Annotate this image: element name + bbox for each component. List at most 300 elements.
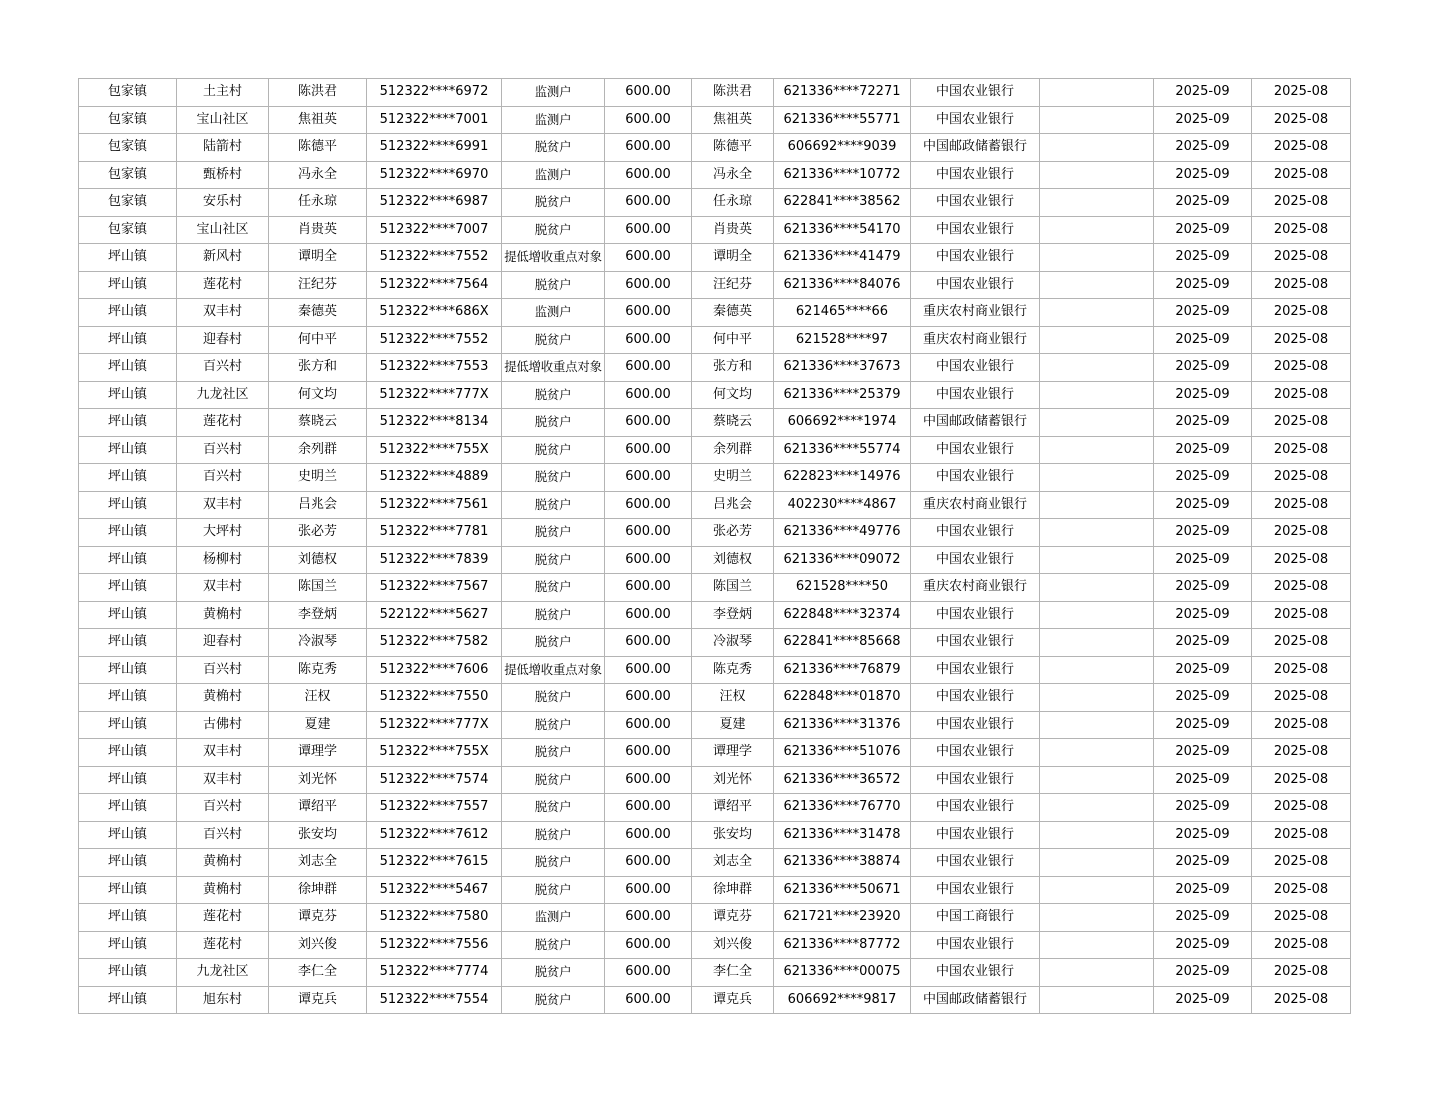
id-number-cell: 512322****6987 <box>367 189 502 217</box>
period-month-cell: 2025-08 <box>1252 491 1351 519</box>
remark-cell <box>1040 904 1154 932</box>
name-cell: 谭理学 <box>269 739 367 767</box>
village-cell: 新风村 <box>177 244 269 272</box>
household-type-cell: 监测户 <box>502 79 605 107</box>
bank-name-cell: 中国农业银行 <box>911 161 1040 189</box>
account-number-cell: 621336****38874 <box>774 849 911 877</box>
town-cell: 坪山镇 <box>79 794 177 822</box>
period-month-cell: 2025-08 <box>1252 519 1351 547</box>
village-cell: 莲花村 <box>177 409 269 437</box>
bank-name-cell: 中国农业银行 <box>911 271 1040 299</box>
account-number-cell: 621336****84076 <box>774 271 911 299</box>
remark-cell <box>1040 161 1154 189</box>
payee-name-cell: 冯永全 <box>692 161 774 189</box>
household-type-cell: 脱贫户 <box>502 739 605 767</box>
amount-cell: 600.00 <box>605 876 692 904</box>
remark-cell <box>1040 794 1154 822</box>
remark-cell <box>1040 546 1154 574</box>
amount-cell: 600.00 <box>605 849 692 877</box>
bank-name-cell: 重庆农村商业银行 <box>911 491 1040 519</box>
account-number-cell: 621336****76879 <box>774 656 911 684</box>
id-number-cell: 512322****7606 <box>367 656 502 684</box>
period-month-cell: 2025-08 <box>1252 546 1351 574</box>
table-row <box>79 931 1351 959</box>
bank-name-cell: 中国农业银行 <box>911 629 1040 657</box>
table-row <box>79 794 1351 822</box>
bank-name-cell: 中国农业银行 <box>911 711 1040 739</box>
amount-cell: 600.00 <box>605 409 692 437</box>
name-cell: 何中平 <box>269 326 367 354</box>
name-cell: 刘志全 <box>269 849 367 877</box>
village-cell: 百兴村 <box>177 436 269 464</box>
table-row <box>79 601 1351 629</box>
account-number-cell: 606692****9817 <box>774 986 911 1014</box>
remark-cell <box>1040 684 1154 712</box>
remark-cell <box>1040 134 1154 162</box>
table-row <box>79 271 1351 299</box>
period-month-cell: 2025-08 <box>1252 904 1351 932</box>
bank-name-cell: 中国农业银行 <box>911 546 1040 574</box>
id-number-cell: 512322****6972 <box>367 79 502 107</box>
remark-cell <box>1040 381 1154 409</box>
period-month-cell: 2025-08 <box>1252 739 1351 767</box>
table-row <box>79 79 1351 107</box>
amount-cell: 600.00 <box>605 436 692 464</box>
household-type-cell: 脱贫户 <box>502 876 605 904</box>
village-cell: 莲花村 <box>177 271 269 299</box>
id-number-cell: 512322****777X <box>367 381 502 409</box>
village-cell: 百兴村 <box>177 464 269 492</box>
table-row <box>79 161 1351 189</box>
town-cell: 包家镇 <box>79 106 177 134</box>
remark-cell <box>1040 436 1154 464</box>
table-row <box>79 904 1351 932</box>
table-row <box>79 381 1351 409</box>
town-cell: 包家镇 <box>79 134 177 162</box>
table-row <box>79 821 1351 849</box>
id-number-cell: 512322****7567 <box>367 574 502 602</box>
town-cell: 坪山镇 <box>79 464 177 492</box>
period-month-cell: 2025-08 <box>1252 161 1351 189</box>
amount-cell: 600.00 <box>605 931 692 959</box>
village-cell: 九龙社区 <box>177 959 269 987</box>
village-cell: 大坪村 <box>177 519 269 547</box>
household-type-cell: 脱贫户 <box>502 134 605 162</box>
village-cell: 宝山社区 <box>177 216 269 244</box>
name-cell: 冷淑琴 <box>269 629 367 657</box>
payee-name-cell: 陈国兰 <box>692 574 774 602</box>
id-number-cell: 512322****7615 <box>367 849 502 877</box>
remark-cell <box>1040 849 1154 877</box>
table-row <box>79 436 1351 464</box>
id-number-cell: 512322****7553 <box>367 354 502 382</box>
village-cell: 双丰村 <box>177 299 269 327</box>
bank-name-cell: 中国农业银行 <box>911 821 1040 849</box>
bank-name-cell: 中国农业银行 <box>911 794 1040 822</box>
household-type-cell: 脱贫户 <box>502 409 605 437</box>
amount-cell: 600.00 <box>605 821 692 849</box>
payee-name-cell: 焦祖英 <box>692 106 774 134</box>
name-cell: 何文均 <box>269 381 367 409</box>
town-cell: 坪山镇 <box>79 519 177 547</box>
household-type-cell: 脱贫户 <box>502 931 605 959</box>
household-type-cell: 脱贫户 <box>502 574 605 602</box>
id-number-cell: 512322****6991 <box>367 134 502 162</box>
amount-cell: 600.00 <box>605 134 692 162</box>
town-cell: 坪山镇 <box>79 986 177 1014</box>
account-number-cell: 621336****54170 <box>774 216 911 244</box>
period-month-cell: 2025-08 <box>1252 299 1351 327</box>
bank-name-cell: 中国农业银行 <box>911 739 1040 767</box>
remark-cell <box>1040 491 1154 519</box>
village-cell: 百兴村 <box>177 354 269 382</box>
payee-name-cell: 陈德平 <box>692 134 774 162</box>
remark-cell <box>1040 354 1154 382</box>
name-cell: 张安均 <box>269 821 367 849</box>
village-cell: 百兴村 <box>177 656 269 684</box>
account-number-cell: 621336****55771 <box>774 106 911 134</box>
household-type-cell: 监测户 <box>502 299 605 327</box>
id-number-cell: 512322****7007 <box>367 216 502 244</box>
account-number-cell: 621336****37673 <box>774 354 911 382</box>
amount-cell: 600.00 <box>605 299 692 327</box>
household-type-cell: 脱贫户 <box>502 491 605 519</box>
account-number-cell: 622848****32374 <box>774 601 911 629</box>
issue-month-cell: 2025-09 <box>1154 876 1252 904</box>
household-type-cell: 监测户 <box>502 161 605 189</box>
amount-cell: 600.00 <box>605 986 692 1014</box>
village-cell: 黄桷村 <box>177 849 269 877</box>
issue-month-cell: 2025-09 <box>1154 299 1252 327</box>
payee-name-cell: 任永琼 <box>692 189 774 217</box>
amount-cell: 600.00 <box>605 959 692 987</box>
issue-month-cell: 2025-09 <box>1154 79 1252 107</box>
remark-cell <box>1040 299 1154 327</box>
id-number-cell: 512322****7612 <box>367 821 502 849</box>
amount-cell: 600.00 <box>605 244 692 272</box>
id-number-cell: 512322****7781 <box>367 519 502 547</box>
issue-month-cell: 2025-09 <box>1154 656 1252 684</box>
bank-name-cell: 中国农业银行 <box>911 766 1040 794</box>
table-row <box>79 876 1351 904</box>
payee-name-cell: 张安均 <box>692 821 774 849</box>
issue-month-cell: 2025-09 <box>1154 794 1252 822</box>
town-cell: 坪山镇 <box>79 931 177 959</box>
account-number-cell: 621721****23920 <box>774 904 911 932</box>
period-month-cell: 2025-08 <box>1252 436 1351 464</box>
id-number-cell: 512322****6970 <box>367 161 502 189</box>
payee-name-cell: 谭克芬 <box>692 904 774 932</box>
issue-month-cell: 2025-09 <box>1154 986 1252 1014</box>
name-cell: 焦祖英 <box>269 106 367 134</box>
bank-name-cell: 中国邮政储蓄银行 <box>911 986 1040 1014</box>
household-type-cell: 脱贫户 <box>502 986 605 1014</box>
name-cell: 刘德权 <box>269 546 367 574</box>
id-number-cell: 522122****5627 <box>367 601 502 629</box>
bank-name-cell: 重庆农村商业银行 <box>911 299 1040 327</box>
name-cell: 夏建 <box>269 711 367 739</box>
account-number-cell: 622841****85668 <box>774 629 911 657</box>
town-cell: 坪山镇 <box>79 546 177 574</box>
town-cell: 坪山镇 <box>79 739 177 767</box>
remark-cell <box>1040 244 1154 272</box>
amount-cell: 600.00 <box>605 79 692 107</box>
town-cell: 坪山镇 <box>79 574 177 602</box>
remark-cell <box>1040 574 1154 602</box>
amount-cell: 600.00 <box>605 656 692 684</box>
remark-cell <box>1040 409 1154 437</box>
town-cell: 坪山镇 <box>79 849 177 877</box>
bank-name-cell: 中国农业银行 <box>911 684 1040 712</box>
bank-name-cell: 中国农业银行 <box>911 931 1040 959</box>
id-number-cell: 512322****7001 <box>367 106 502 134</box>
name-cell: 任永琼 <box>269 189 367 217</box>
account-number-cell: 621336****50671 <box>774 876 911 904</box>
name-cell: 秦德英 <box>269 299 367 327</box>
period-month-cell: 2025-08 <box>1252 931 1351 959</box>
period-month-cell: 2025-08 <box>1252 794 1351 822</box>
table-row <box>79 656 1351 684</box>
table-row <box>79 959 1351 987</box>
bank-name-cell: 中国农业银行 <box>911 519 1040 547</box>
payee-name-cell: 史明兰 <box>692 464 774 492</box>
amount-cell: 600.00 <box>605 189 692 217</box>
town-cell: 坪山镇 <box>79 656 177 684</box>
household-type-cell: 脱贫户 <box>502 519 605 547</box>
issue-month-cell: 2025-09 <box>1154 326 1252 354</box>
issue-month-cell: 2025-09 <box>1154 106 1252 134</box>
issue-month-cell: 2025-09 <box>1154 546 1252 574</box>
period-month-cell: 2025-08 <box>1252 79 1351 107</box>
period-month-cell: 2025-08 <box>1252 409 1351 437</box>
payee-name-cell: 冷淑琴 <box>692 629 774 657</box>
table-row <box>79 464 1351 492</box>
village-cell: 九龙社区 <box>177 381 269 409</box>
town-cell: 包家镇 <box>79 79 177 107</box>
account-number-cell: 621336****55774 <box>774 436 911 464</box>
name-cell: 谭绍平 <box>269 794 367 822</box>
amount-cell: 600.00 <box>605 574 692 602</box>
issue-month-cell: 2025-09 <box>1154 684 1252 712</box>
name-cell: 陈洪君 <box>269 79 367 107</box>
village-cell: 百兴村 <box>177 821 269 849</box>
table-body <box>79 79 1351 1014</box>
bank-name-cell: 重庆农村商业银行 <box>911 326 1040 354</box>
household-type-cell: 脱贫户 <box>502 711 605 739</box>
account-number-cell: 622841****38562 <box>774 189 911 217</box>
id-number-cell: 512322****7561 <box>367 491 502 519</box>
village-cell: 土主村 <box>177 79 269 107</box>
issue-month-cell: 2025-09 <box>1154 849 1252 877</box>
village-cell: 莲花村 <box>177 904 269 932</box>
town-cell: 坪山镇 <box>79 684 177 712</box>
bank-name-cell: 中国工商银行 <box>911 904 1040 932</box>
issue-month-cell: 2025-09 <box>1154 436 1252 464</box>
account-number-cell: 606692****1974 <box>774 409 911 437</box>
amount-cell: 600.00 <box>605 106 692 134</box>
account-number-cell: 621528****97 <box>774 326 911 354</box>
payee-name-cell: 何中平 <box>692 326 774 354</box>
household-type-cell: 脱贫户 <box>502 216 605 244</box>
household-type-cell: 提低增收重点对象 <box>502 244 605 272</box>
amount-cell: 600.00 <box>605 381 692 409</box>
table-row <box>79 766 1351 794</box>
table-row <box>79 491 1351 519</box>
account-number-cell: 621336****36572 <box>774 766 911 794</box>
town-cell: 坪山镇 <box>79 821 177 849</box>
issue-month-cell: 2025-09 <box>1154 409 1252 437</box>
period-month-cell: 2025-08 <box>1252 326 1351 354</box>
bank-name-cell: 中国农业银行 <box>911 959 1040 987</box>
town-cell: 坪山镇 <box>79 766 177 794</box>
remark-cell <box>1040 711 1154 739</box>
period-month-cell: 2025-08 <box>1252 656 1351 684</box>
period-month-cell: 2025-08 <box>1252 216 1351 244</box>
bank-name-cell: 中国农业银行 <box>911 656 1040 684</box>
amount-cell: 600.00 <box>605 739 692 767</box>
payee-name-cell: 谭理学 <box>692 739 774 767</box>
village-cell: 迎春村 <box>177 326 269 354</box>
name-cell: 汪权 <box>269 684 367 712</box>
village-cell: 双丰村 <box>177 491 269 519</box>
account-number-cell: 621336****31376 <box>774 711 911 739</box>
payee-name-cell: 刘志全 <box>692 849 774 877</box>
id-number-cell: 512322****8134 <box>367 409 502 437</box>
village-cell: 宝山社区 <box>177 106 269 134</box>
remark-cell <box>1040 216 1154 244</box>
period-month-cell: 2025-08 <box>1252 986 1351 1014</box>
payee-name-cell: 何文均 <box>692 381 774 409</box>
name-cell: 李登炳 <box>269 601 367 629</box>
remark-cell <box>1040 876 1154 904</box>
bank-name-cell: 中国邮政储蓄银行 <box>911 134 1040 162</box>
payee-name-cell: 谭绍平 <box>692 794 774 822</box>
issue-month-cell: 2025-09 <box>1154 904 1252 932</box>
payee-name-cell: 李仁全 <box>692 959 774 987</box>
issue-month-cell: 2025-09 <box>1154 519 1252 547</box>
payee-name-cell: 刘兴俊 <box>692 931 774 959</box>
issue-month-cell: 2025-09 <box>1154 821 1252 849</box>
payee-name-cell: 吕兆会 <box>692 491 774 519</box>
amount-cell: 600.00 <box>605 326 692 354</box>
issue-month-cell: 2025-09 <box>1154 216 1252 244</box>
household-type-cell: 脱贫户 <box>502 821 605 849</box>
bank-name-cell: 中国农业银行 <box>911 244 1040 272</box>
id-number-cell: 512322****755X <box>367 739 502 767</box>
period-month-cell: 2025-08 <box>1252 601 1351 629</box>
period-month-cell: 2025-08 <box>1252 684 1351 712</box>
remark-cell <box>1040 464 1154 492</box>
name-cell: 汪纪芬 <box>269 271 367 299</box>
period-month-cell: 2025-08 <box>1252 271 1351 299</box>
bank-name-cell: 中国邮政储蓄银行 <box>911 409 1040 437</box>
data-table <box>78 78 1351 1014</box>
amount-cell: 600.00 <box>605 766 692 794</box>
period-month-cell: 2025-08 <box>1252 766 1351 794</box>
remark-cell <box>1040 739 1154 767</box>
bank-name-cell: 重庆农村商业银行 <box>911 574 1040 602</box>
table-row <box>79 574 1351 602</box>
name-cell: 徐坤群 <box>269 876 367 904</box>
village-cell: 莲花村 <box>177 931 269 959</box>
village-cell: 百兴村 <box>177 794 269 822</box>
household-type-cell: 监测户 <box>502 106 605 134</box>
payee-name-cell: 陈洪君 <box>692 79 774 107</box>
remark-cell <box>1040 271 1154 299</box>
id-number-cell: 512322****7552 <box>367 244 502 272</box>
remark-cell <box>1040 106 1154 134</box>
issue-month-cell: 2025-09 <box>1154 711 1252 739</box>
account-number-cell: 621336****51076 <box>774 739 911 767</box>
period-month-cell: 2025-08 <box>1252 106 1351 134</box>
issue-month-cell: 2025-09 <box>1154 629 1252 657</box>
account-number-cell: 621336****41479 <box>774 244 911 272</box>
town-cell: 坪山镇 <box>79 354 177 382</box>
table-row <box>79 739 1351 767</box>
bank-name-cell: 中国农业银行 <box>911 216 1040 244</box>
amount-cell: 600.00 <box>605 711 692 739</box>
account-number-cell: 621336****72271 <box>774 79 911 107</box>
name-cell: 肖贵英 <box>269 216 367 244</box>
id-number-cell: 512322****7564 <box>367 271 502 299</box>
period-month-cell: 2025-08 <box>1252 354 1351 382</box>
name-cell: 陈德平 <box>269 134 367 162</box>
account-number-cell: 402230****4867 <box>774 491 911 519</box>
remark-cell <box>1040 629 1154 657</box>
account-number-cell: 606692****9039 <box>774 134 911 162</box>
household-type-cell: 脱贫户 <box>502 464 605 492</box>
town-cell: 包家镇 <box>79 161 177 189</box>
period-month-cell: 2025-08 <box>1252 849 1351 877</box>
account-number-cell: 621336****09072 <box>774 546 911 574</box>
table-row <box>79 519 1351 547</box>
remark-cell <box>1040 821 1154 849</box>
remark-cell <box>1040 601 1154 629</box>
issue-month-cell: 2025-09 <box>1154 354 1252 382</box>
payee-name-cell: 肖贵英 <box>692 216 774 244</box>
bank-name-cell: 中国农业银行 <box>911 354 1040 382</box>
village-cell: 陆箭村 <box>177 134 269 162</box>
name-cell: 谭克芬 <box>269 904 367 932</box>
bank-name-cell: 中国农业银行 <box>911 436 1040 464</box>
account-number-cell: 622848****01870 <box>774 684 911 712</box>
id-number-cell: 512322****686X <box>367 299 502 327</box>
payee-name-cell: 汪权 <box>692 684 774 712</box>
amount-cell: 600.00 <box>605 271 692 299</box>
issue-month-cell: 2025-09 <box>1154 244 1252 272</box>
amount-cell: 600.00 <box>605 161 692 189</box>
name-cell: 陈克秀 <box>269 656 367 684</box>
issue-month-cell: 2025-09 <box>1154 574 1252 602</box>
table-row <box>79 244 1351 272</box>
account-number-cell: 621336****10772 <box>774 161 911 189</box>
village-cell: 古佛村 <box>177 711 269 739</box>
payee-name-cell: 徐坤群 <box>692 876 774 904</box>
id-number-cell: 512322****7582 <box>367 629 502 657</box>
table-row <box>79 216 1351 244</box>
payee-name-cell: 汪纪芬 <box>692 271 774 299</box>
period-month-cell: 2025-08 <box>1252 189 1351 217</box>
table-row <box>79 629 1351 657</box>
village-cell: 安乐村 <box>177 189 269 217</box>
name-cell: 吕兆会 <box>269 491 367 519</box>
account-number-cell: 621528****50 <box>774 574 911 602</box>
table-row <box>79 409 1351 437</box>
remark-cell <box>1040 931 1154 959</box>
issue-month-cell: 2025-09 <box>1154 766 1252 794</box>
town-cell: 坪山镇 <box>79 601 177 629</box>
name-cell: 刘兴俊 <box>269 931 367 959</box>
